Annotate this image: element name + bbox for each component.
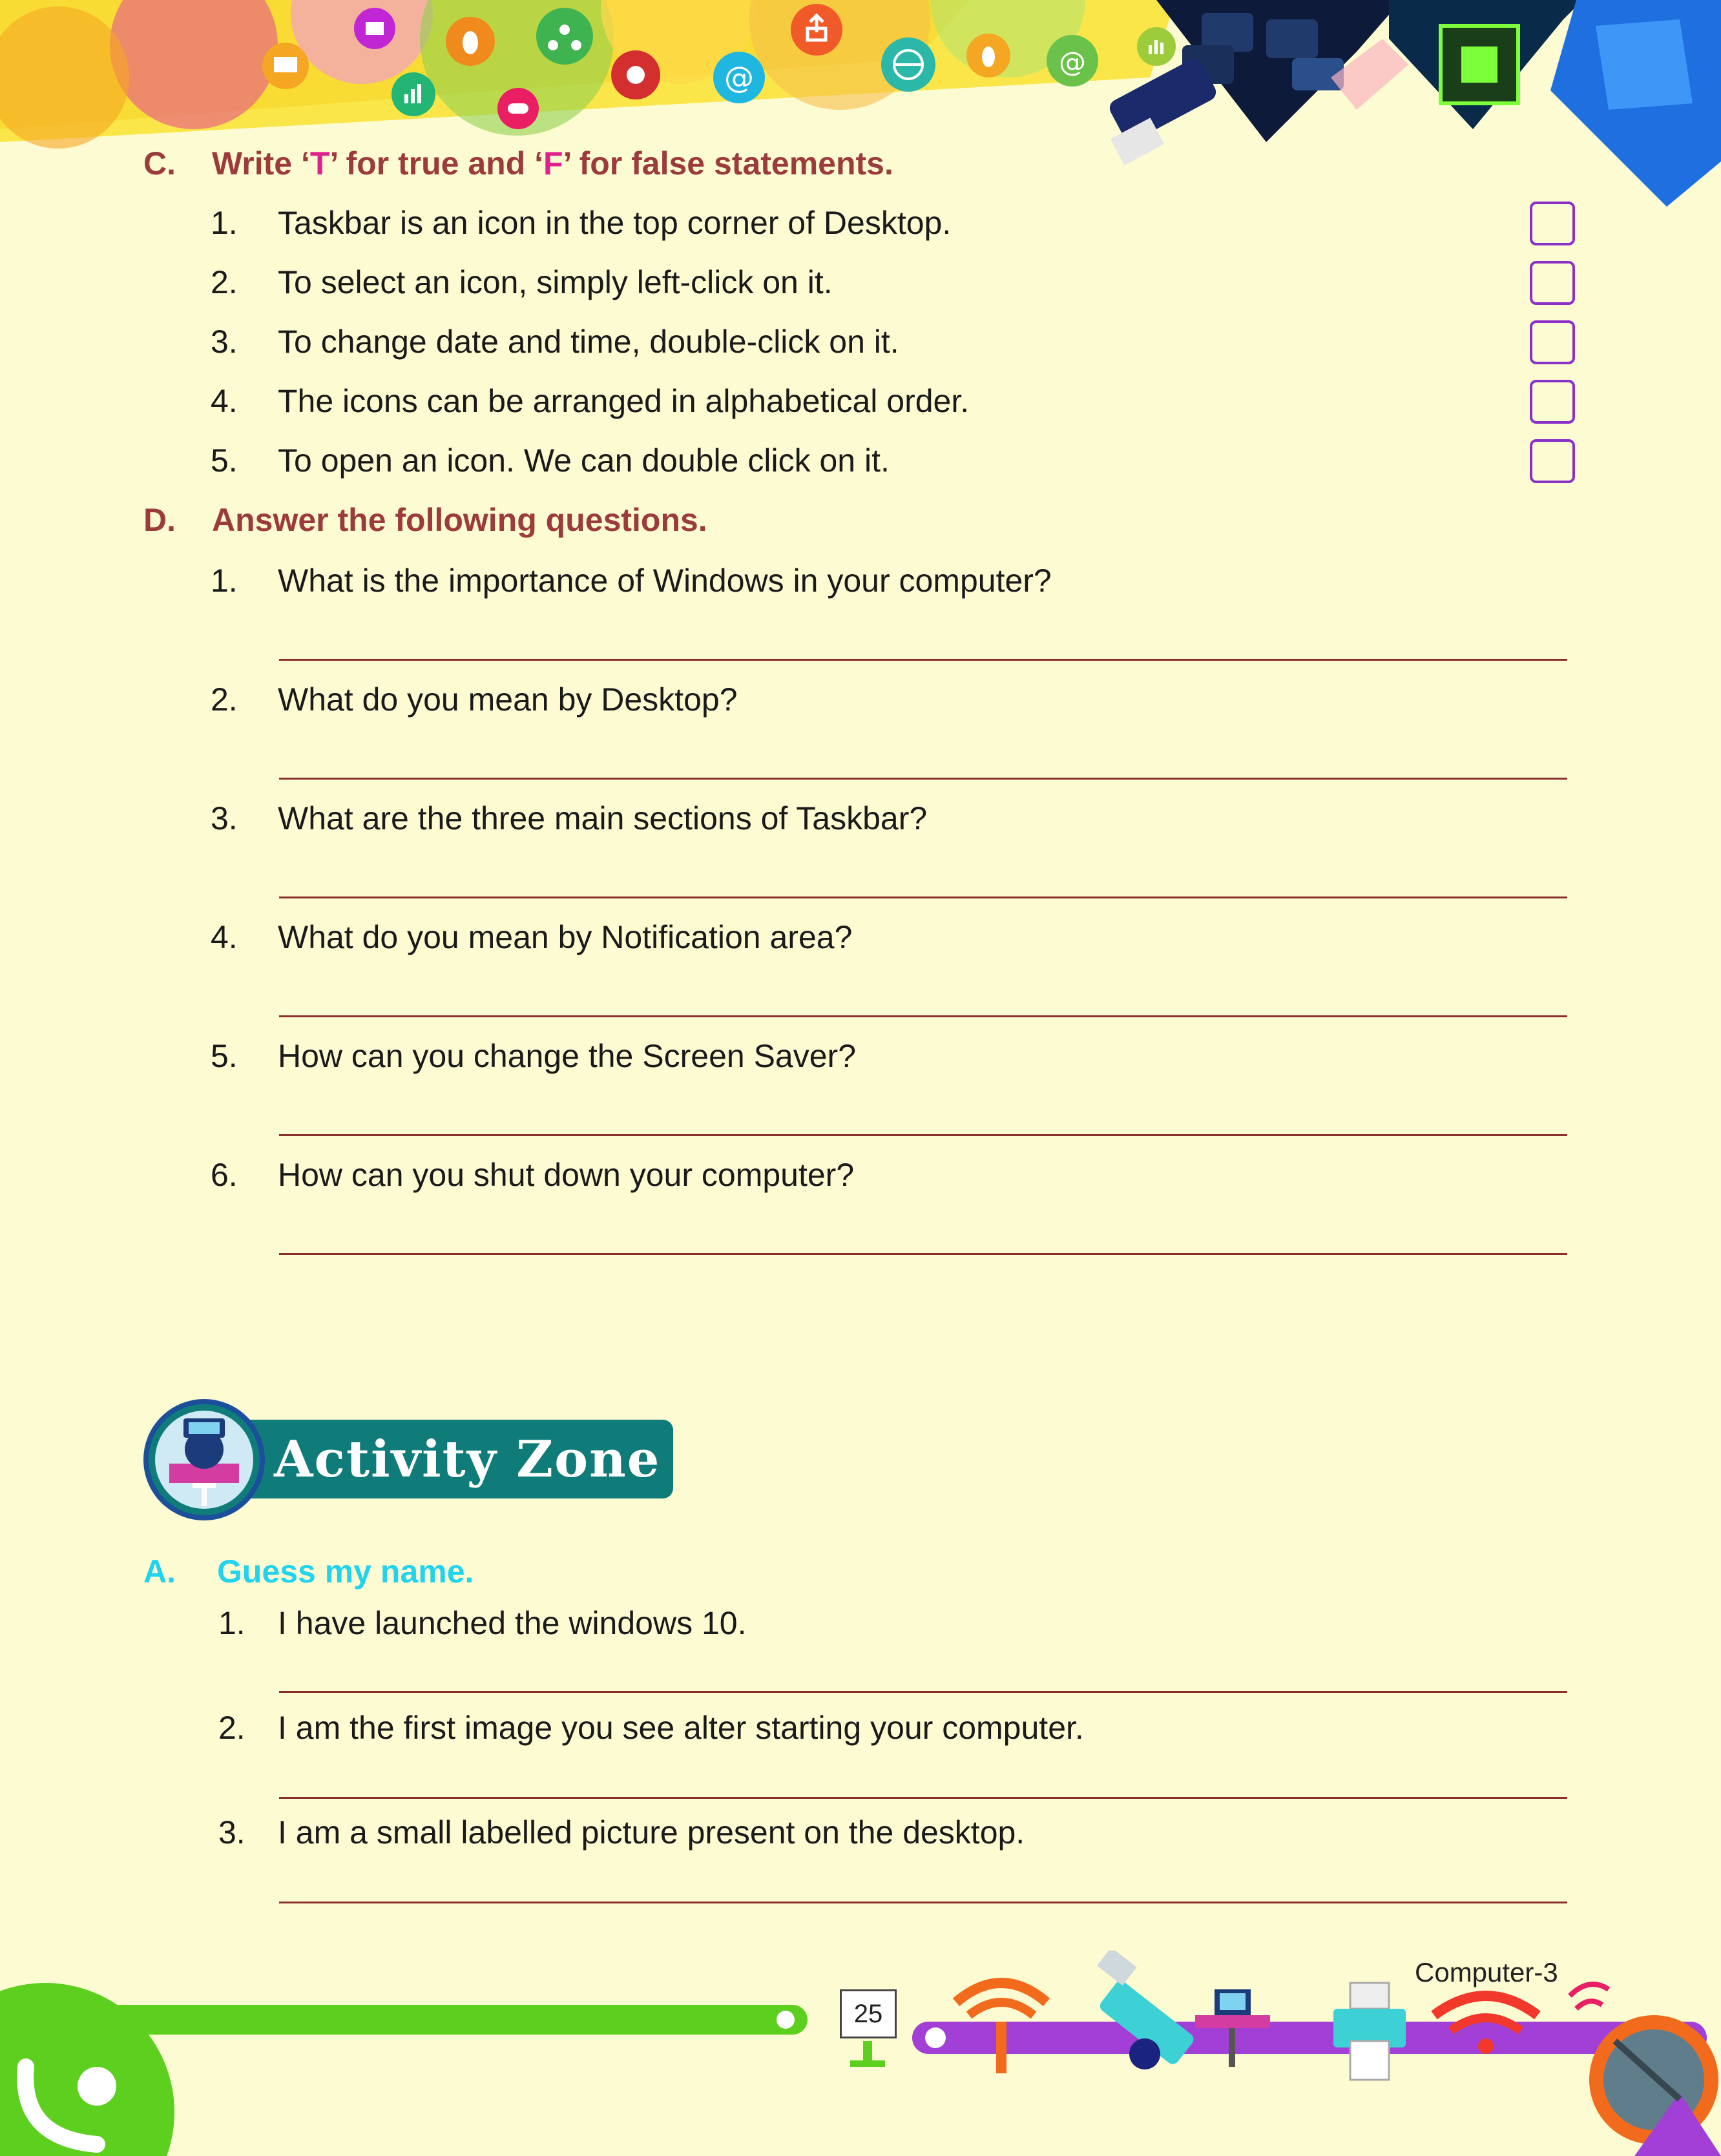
network-icon [536, 8, 593, 65]
answer-line[interactable] [279, 1134, 1567, 1136]
tf-statement [211, 264, 833, 301]
section-c-letter: C. [143, 145, 176, 181]
section-a-heading [143, 1553, 474, 1590]
section-d-heading [143, 501, 707, 539]
item-number: 1. [218, 1605, 245, 1641]
item-number: 6. [211, 1157, 238, 1193]
question [211, 681, 738, 718]
gamepad-icon [497, 88, 539, 129]
globe-icon [881, 37, 935, 92]
activity-zone-icon [143, 1399, 265, 1520]
tf-answer-box[interactable] [1530, 202, 1575, 245]
question [211, 562, 1052, 599]
answer-line[interactable] [279, 1797, 1567, 1799]
item-number: 5. [211, 1038, 238, 1074]
question [211, 800, 927, 837]
tf-answer-box[interactable] [1530, 380, 1575, 424]
item-text: What are the three main sections of Taskbar? [278, 800, 928, 836]
answer-line[interactable] [279, 1015, 1567, 1017]
true-letter: T [309, 145, 330, 181]
guess-item [218, 1604, 747, 1642]
answer-line[interactable] [279, 778, 1567, 780]
item-text: To change date and time, double-click on it. [278, 324, 899, 360]
answer-line[interactable] [279, 659, 1567, 661]
tf-answer-box[interactable] [1530, 320, 1575, 364]
computer-desk-icon [1195, 1989, 1270, 2067]
item-number: 3. [211, 800, 238, 836]
question [211, 1037, 856, 1075]
item-text: I have launched the windows 10. [278, 1605, 747, 1641]
section-a-title: Guess my name. [217, 1553, 474, 1590]
folder-icon [354, 8, 395, 49]
at-icon [713, 52, 765, 103]
tf-statement [211, 204, 951, 242]
item-number: 3. [218, 1814, 245, 1850]
item-text: To open an icon. We can double click on it. [278, 442, 890, 479]
item-number: 2. [211, 681, 238, 718]
tf-answer-box[interactable] [1530, 261, 1575, 305]
answer-line[interactable] [279, 897, 1567, 898]
svg-text:@: @ [1059, 46, 1086, 78]
upload-icon [791, 4, 842, 56]
tf-answer-box[interactable] [1530, 439, 1575, 483]
item-text: The icons can be arranged in alphabetical order. [278, 383, 970, 419]
tf-statement [211, 323, 899, 360]
svg-text:@: @ [724, 60, 754, 95]
guess-item [218, 1814, 1025, 1851]
section-a-letter: A. [143, 1553, 176, 1590]
section-c-title-part: Write ‘ [212, 145, 310, 181]
section-d-letter: D. [143, 502, 176, 538]
tf-statement [211, 442, 890, 479]
printer-icon [1333, 1983, 1406, 2080]
answer-line[interactable] [279, 1253, 1567, 1255]
activity-zone-title: Activity Zone [274, 1430, 661, 1489]
item-text: What do you mean by Notification area? [278, 919, 853, 955]
item-number: 4. [211, 383, 238, 419]
section-c-heading [143, 145, 893, 182]
question [211, 1156, 854, 1194]
mouse-icon [446, 17, 495, 66]
section-c-title-part: ’ for true and ‘ [329, 145, 544, 181]
item-text: How can you shut down your computer? [278, 1157, 855, 1193]
guess-item [218, 1709, 1084, 1747]
item-number: 2. [218, 1710, 245, 1746]
item-text: What is the importance of Windows in your computer? [278, 563, 1052, 599]
question [211, 918, 852, 956]
item-number: 1. [211, 205, 238, 241]
tf-statement [211, 382, 969, 420]
item-number: 1. [211, 563, 238, 599]
section-c-title-part: ’ for false statements. [563, 145, 893, 181]
item-number: 3. [211, 324, 238, 360]
item-text: I am a small labelled picture present on the desktop. [278, 1814, 1025, 1850]
section-d-title: Answer the following questions. [212, 502, 707, 538]
false-letter: F [543, 145, 563, 181]
item-text: I am the first image you see alter starting your computer. [278, 1710, 1084, 1746]
item-text: Taskbar is an icon in the top corner of Desktop. [278, 205, 952, 241]
monitor-icon [262, 43, 309, 89]
satellite-dish-icon [1589, 2015, 1721, 2156]
item-text: To select an icon, simply left-click on it. [278, 264, 833, 300]
gear-icon [611, 50, 660, 99]
answer-line[interactable] [279, 1691, 1567, 1693]
item-text: How can you change the Screen Saver? [278, 1038, 856, 1074]
item-number: 5. [211, 442, 238, 479]
at-icon [1047, 35, 1098, 87]
item-number: 2. [211, 264, 238, 300]
book-label: Computer-3 [1415, 1957, 1558, 1987]
chart-icon [391, 72, 435, 116]
item-text: What do you mean by Desktop? [278, 681, 738, 718]
page-number: 25 [840, 1989, 897, 2038]
chart-icon [1137, 27, 1176, 66]
item-number: 4. [211, 919, 238, 955]
cpu-chip-icon [1389, 0, 1583, 129]
mouse-icon [966, 34, 1010, 78]
answer-line[interactable] [279, 1902, 1567, 1903]
